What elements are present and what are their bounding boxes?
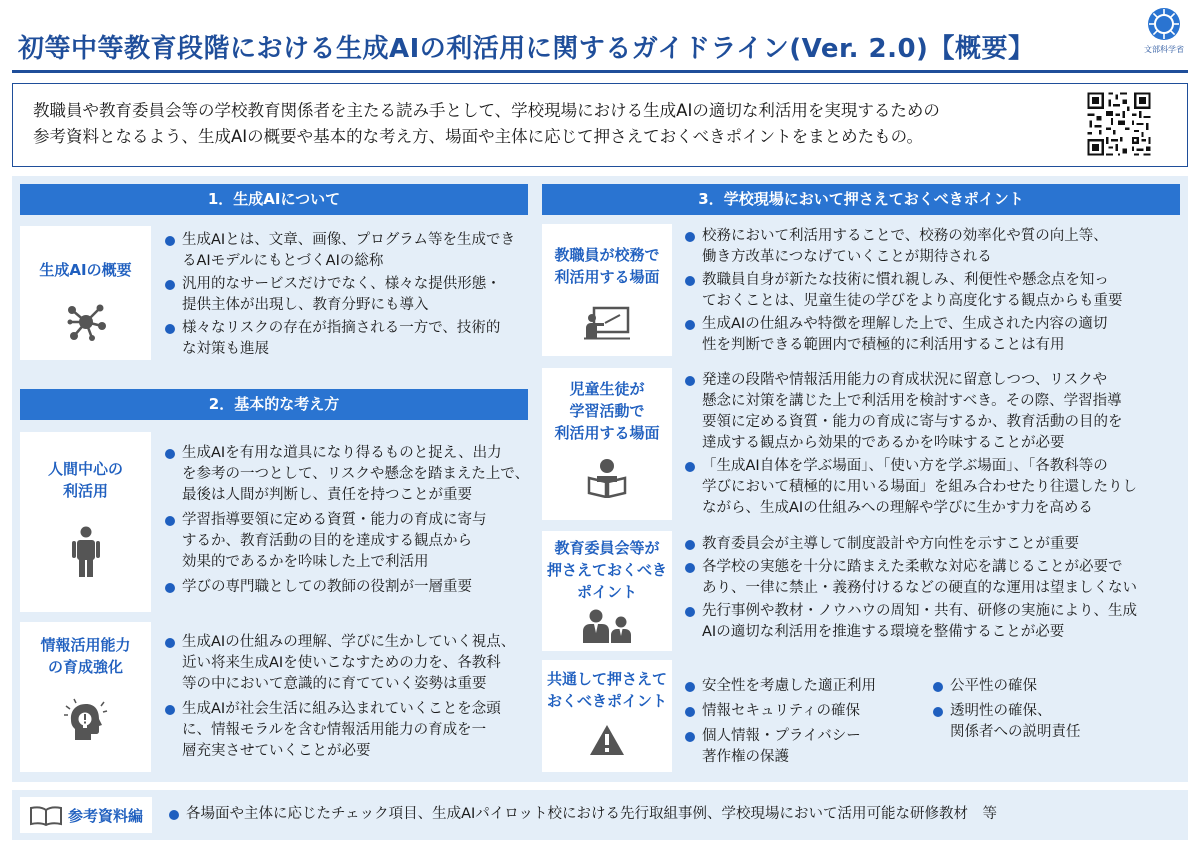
main-panel [12, 176, 1188, 782]
network-nodes-icon [64, 300, 108, 344]
label-text: 教育委員会等が 押さえておくべき ポイント [546, 539, 667, 601]
list-item: 汎用的なサービスだけでなく、様々な提供形態・ 提供主体が出現し、教育分野にも導入 [162, 274, 515, 316]
section2-block2-bullets [162, 632, 515, 762]
reference-bullets [166, 804, 997, 825]
label-text: 児童生徒が 学習活動で 利活用する場面 [554, 380, 660, 442]
intro-line: 参考資料となるよう、生成AIの概要や基本的な考え方、場面や主体に応じて押さえておくべきポイントをまとめたもの。 [33, 127, 923, 146]
list-item: 情報セキュリティの確保 [682, 701, 876, 722]
section3-block1-bullets [682, 226, 1123, 356]
list-item: 生成AIとは、文章、画像、プログラム等を生成でき るAIモデルにもとづくAIの総称 [162, 230, 515, 272]
section3-block3-bullets [682, 534, 1137, 643]
page-title: 初等中等教育段階における生成AIの利活用に関するガイドライン(Ver. 2.0)【概要】 [18, 34, 1035, 64]
section3-block4-bullets-left [682, 676, 876, 768]
label-human-centered [20, 432, 151, 612]
list-item: 教職員自身が新たな技術に慣れ親しみ、利便性や懸念点を知っ ておくことは、児童生徒の学びをより高度化する観点からも重要 [682, 270, 1123, 312]
list-item: 生成AIが社会生活に組み込まれていくことを念頭 に、情報モラルを含む情報活用能力の育成を一 層充実させていくことが必要 [162, 699, 515, 762]
section2-block1-bullets [162, 443, 529, 598]
list-item: 先行事例や教材・ノウハウの周知・共有、研修の実施により、生成 AIの適切な利活用を推進する環境を整備することが必要 [682, 601, 1137, 643]
label-common-points [542, 660, 672, 772]
list-item: 教育委員会が主導して制度設計や方向性を示すことが重要 [682, 534, 1137, 555]
label-student-learning [542, 368, 672, 520]
mext-emblem-icon [1146, 6, 1182, 42]
list-item: 個人情報・プライバシー 著作権の保護 [682, 726, 876, 768]
list-item: 安全性を考慮した適正利用 [682, 676, 876, 697]
list-item: 様々なリスクの存在が指摘される一方で、技術的 な対策も進展 [162, 318, 515, 360]
list-item: 生成AIの仕組みの理解、学びに生かしていく視点、 近い将来生成AIを使いこなすための力を、各教科 等の中において意識的に育てていく姿勢は重要 [162, 632, 515, 695]
section2-header: 2．基本的な考え方 [20, 389, 528, 420]
section3-header: 3．学校現場において押さえておくべきポイント [542, 184, 1180, 215]
list-item: 発達の段階や情報活用能力の育成状況に留意しつつ、リスクや 懸念に対策を講じた上で利活用を検討すべき。その際、学習指導 要領に定める資質・能力の育成に寄与するか、教育活動の目的を 達成する観点から効果的であるかを吟味することが必要 [682, 370, 1137, 454]
list-item: 生成AIを有用な道具になり得るものと捉え、出力 を参考の一つとして、リスクや懸念を踏まえた上で、 最後は人間が判断し、責任を持つことが重要 [162, 443, 529, 506]
label-text: 教職員が校務で 利活用する場面 [554, 246, 660, 286]
intro-box [12, 83, 1188, 167]
qr-code-icon[interactable] [1085, 90, 1153, 158]
person-icon [72, 526, 100, 578]
list-item: 各場面や主体に応じたチェック項目、生成AIパイロット校における先行取組事例、学校現場において活用可能な研修教材 等 [166, 804, 997, 825]
section3-block4-bullets-right [930, 676, 1081, 743]
list-item: 各学校の実態を十分に踏まえた柔軟な対応を講じることが必要で あり、一律に禁止・義務付けるなどの硬直的な運用は望ましくない [682, 557, 1137, 599]
label-text: 生成AIの概要 [39, 261, 132, 279]
list-item: 「生成AI自体を学ぶ場面」、「使い方を学ぶ場面」、「各教科等の 学びにおいて積極的に用いる場面」を組み合わせたり往還したりし ながら、生成AIの仕組みへの理解や学びに生かす力を高める [682, 456, 1137, 519]
open-book-icon [30, 806, 62, 826]
reference-label-box [20, 797, 152, 833]
label-staff-admin [542, 224, 672, 356]
label-text: 情報活用能力 の育成強化 [40, 636, 131, 676]
warning-icon [589, 724, 625, 756]
list-item: 公平性の確保 [930, 676, 1081, 697]
reference-bar [12, 790, 1188, 840]
label-info-literacy [20, 622, 151, 772]
intro-text [33, 98, 940, 150]
list-item: 学びの専門職としての教師の役割が一層重要 [162, 577, 529, 598]
reference-label: 参考資料編 [68, 807, 144, 825]
teacher-whiteboard-icon [584, 306, 630, 340]
officials-icon [580, 609, 634, 643]
student-reading-icon [587, 458, 627, 498]
list-item: 学習指導要領に定める資質・能力の育成に寄与 するか、教育活動の目的を達成する観点から 効果的であるかを吟味した上で利活用 [162, 510, 529, 573]
section3-block2-bullets [682, 370, 1137, 519]
list-item: 透明性の確保、 関係者への説明責任 [930, 701, 1081, 743]
mext-logo-text: 文部科学省 [1144, 45, 1184, 54]
list-item: 生成AIの仕組みや特徴を理解した上で、生成された内容の適切 性を判断できる範囲内で積極的に利活用することは有用 [682, 314, 1123, 356]
label-board-of-education [542, 531, 672, 651]
title-underline [12, 70, 1188, 73]
mext-logo [1140, 6, 1188, 66]
list-item: 校務において利活用することで、校務の効率化や質の向上等、 働き方改革につなげていくことが期待される [682, 226, 1123, 268]
label-text: 人間中心の 利活用 [47, 460, 123, 500]
section1-bullets [162, 230, 515, 360]
label-gai-overview [20, 226, 151, 360]
head-lightbulb-icon [63, 698, 109, 742]
label-text: 共通して押さえて おくべきポイント [546, 670, 667, 710]
section1-header: 1．生成AIについて [20, 184, 528, 215]
intro-line: 教職員や教育委員会等の学校教育関係者を主たる読み手として、学校現場における生成AIの適切な利活用を実現するための [33, 101, 940, 120]
